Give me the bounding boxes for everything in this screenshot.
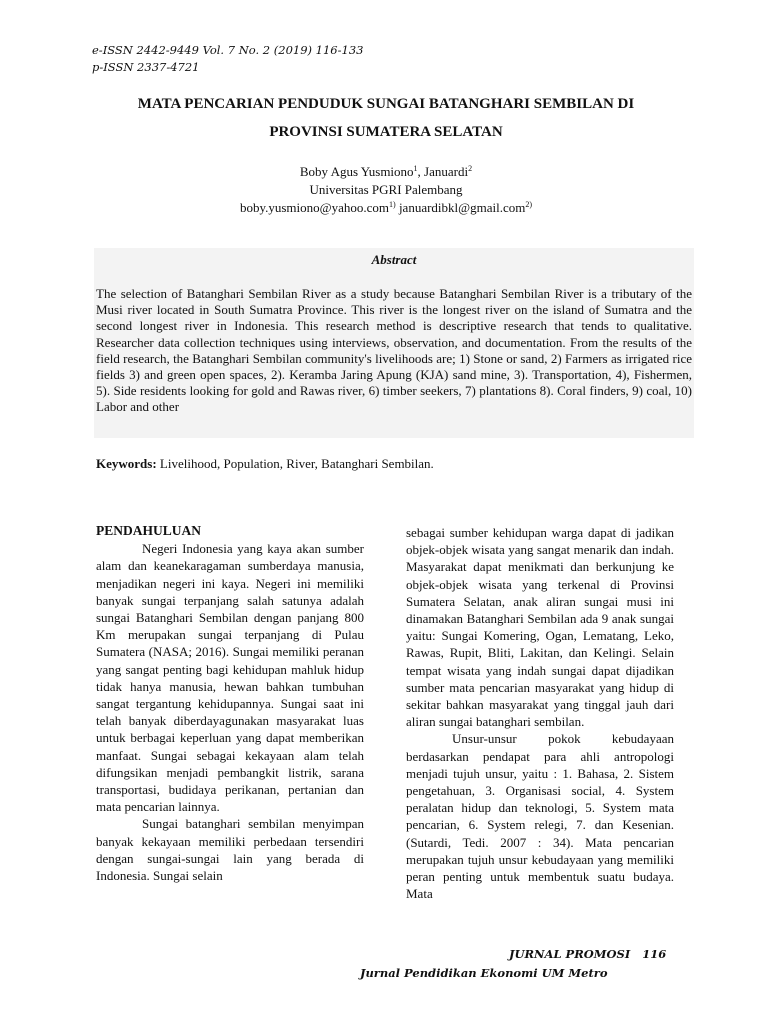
email-1[interactable]: boby.yusmiono@yahoo.com [239,200,390,215]
body-column-left [96,522,364,884]
paragraph-left-1: Negeri Indonesia yang kaya akan sumber alam dan keanekaragaman sumberdaya manusia, menjadikan negeri ini kaya. Negeri ini memiliki banyak sungai terpanjang salah satunya adalah sungai Batanghari Sembilan dengan panjang 800 Km merupakan sungai terpanjang di Pulau Sumatera (NASA; 2016). Sungai memiliki peranan yang sangat penting bagi kehidupan mahluk hidup tidak hanya manusia, hewan bahkan tumbuhan sangat tergantung kehidupannya. Sungai saat ini telah banyak diberdayagunakan masyarakat luas untuk berbagai keperluan yang dapat memberikan manfaat. Sungai sebagai kekayaan alam telah difungsikan menjadi pembangkit listrik, sarana transportasi, budidaya perikanan, pertanian dan mata pencarian lainnya. [96,541,364,815]
keywords-text: Livelihood, Population, River, Batanghari Sembilan. [156,456,434,471]
pissn-line: p-ISSN 2337-4721 [92,60,200,74]
issn-header [92,42,363,76]
author-1: Boby Agus Yusmiono [299,164,414,179]
abstract-heading: Abstract [371,252,417,267]
author-separator: , [417,164,425,179]
footer-journal [509,947,666,961]
paragraph-right-1: sebagai sumber kehidupan warga dapat di jadikan objek-objek wisata yang sangat menarik dan indah. Masyarakat dapat menikmati dan berkunjung ke objek-objek wisata yang terkenal di Provinsi Sumatera Selatan, anak aliran sungai musi ini dinamakan Batanghari Sembilan ada 9 anak sungai yaitu: Sungai Komering, Ogan, Lematang, Leko, Rawas, Rupit, Bliti, Lakitan, dan Kelingi. Selain tempat wisata yang indah sungai dapat dijadikan sumber mata pencarian masyarakat yang hidup di sekitar bahkan masyarakat yang tinggal jauh dari aliran sungai batanghari sembilan. [406,525,674,730]
email-2-sup: 2) [525,200,533,209]
keywords-label: Keywords: [96,456,157,471]
section-heading-pendahuluan: PENDAHULUAN [96,523,202,538]
paragraph-left-2: Sungai batanghari sembilan menyimpan banyak kekayaan memiliki perbedaan tersendiri dengan sungai-sungai lain yang berada di Indonesia. Sungai selain [96,816,364,884]
title-line-2: PROVINSI SUMATERA SELATAN [269,124,503,140]
abstract-text: The selection of Batanghari Sembilan River as a study because Batanghari Sembilan River is a tributary of the Musi river located in South Sumatra Province. This river is the longest river on the island of Sumatra and the second longest river in Indonesia. This research method is descriptive research that tends to qualitative. Researcher data collection techniques using interviews, observation, and documentation. From the results of the field research, the Batanghari Sembilan community's livelihoods are; 1) Stone or sand, 2) Farmers as irrigated rice fields 3) and green open spaces, 2). Keramba Jaring Apung (KJA) sand mine, 3). Transportation, 4), Fishermen, 5). Side residents looking for gold and Rawas river, 6) timber seekers, 7) plantations 8). Coral finders, 9) coal, 10) Labor and other [96,286,692,415]
author-1-sup: 1 [413,164,418,173]
body-column-right [406,524,674,902]
email-2[interactable]: januardibkl@gmail.com [395,200,526,215]
affiliation: Universitas PGRI Palembang [309,182,463,197]
title-line-1: MATA PENCARIAN PENDUDUK SUNGAI BATANGHARI SEMBILAN DI [137,96,635,112]
footer-journal-name: JURNAL PROMOSI [509,947,631,961]
paragraph-right-2: Unsur-unsur pokok kebudayaan berdasarkan pendapat para ahli antropologi menjadi tujuh unsur, yaitu : 1. Bahasa, 2. Sistem pengetahuan, 3. Organisasi social, 4. System peralatan hidup dan teknologi, 5. System mata pencarian, 6. System relegi, 7. dan Kesenian. (Sutardi, Tedi. 2007 : 34). Mata pencarian merupakan tujuh unsur kebudayaan yang memiliki peran penting untuk membentuk suatu budaya. Mata [406,731,674,902]
author-2: Januardi [424,164,469,179]
email-1-sup: 1) [389,200,396,209]
footer-subtitle: Jurnal Pendidikan Ekonomi UM Metro [360,966,608,980]
author-emails [96,199,676,217]
paper-title [96,90,676,146]
author-block [96,163,676,217]
author-2-sup: 2 [468,164,473,173]
keywords-line [96,455,692,472]
eissn-line: e-ISSN 2442-9449 Vol. 7 No. 2 (2019) 116-133 [92,43,364,57]
page-number: 116 [642,947,667,961]
author-names [96,163,676,181]
